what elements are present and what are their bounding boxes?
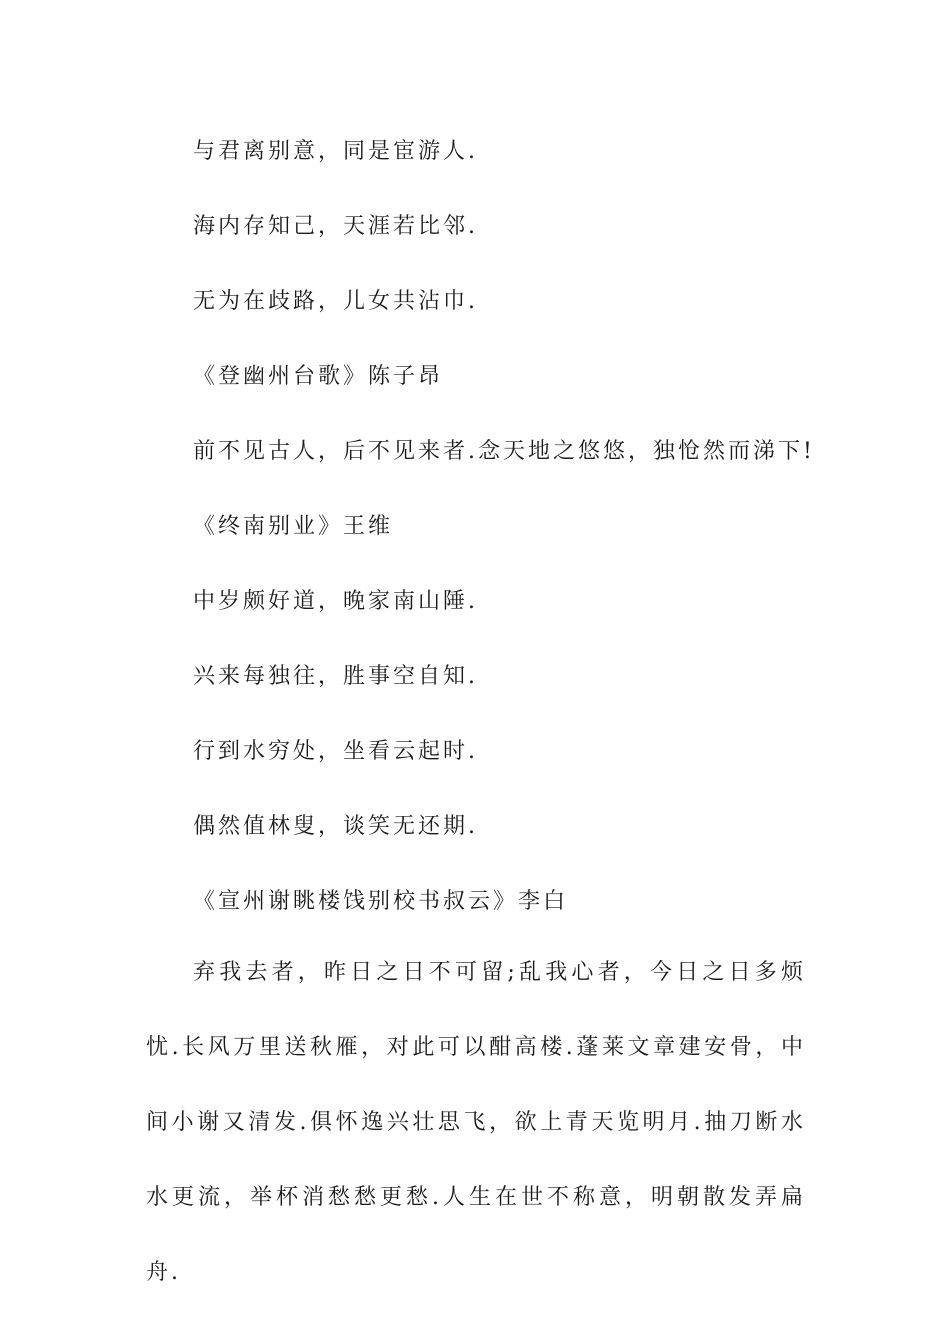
poem-line: 与君离别意，同是宦游人. [193,139,478,164]
poem-title: 《登幽州台歌》陈子昂 [193,364,444,389]
poem-line: 无为在歧路，儿女共沾巾. [193,289,478,314]
poem-line: 前不见古人，后不见来者.念天地之悠悠，独怆然而涕下! [193,439,815,464]
poem-title: 《宣州谢眺楼饯别校书叔云》李白 [193,889,569,914]
poem-title: 《终南别业》王维 [193,514,394,539]
poem-line: 偶然值林叟，谈笑无还期. [193,814,478,839]
poem-line: 中岁颇好道，晚家南山陲. [193,589,478,614]
poem-line: 海内存知己，天涯若比邻. [193,214,478,239]
poem-line: 行到水穷处，坐看云起时. [193,739,478,764]
poem-paragraph: 弃我去者，昨日之日不可留;乱我心者，今日之日多烦忧.长风万里送秋雁，对此可以酣高楼.蓬莱文章建安骨，中间小谢又清发.俱怀逸兴壮思飞，欲上青天览明月.抽刀断水水更流，举杯消愁愁更愁.人生在世不称意，明朝散发弄扁舟. [146,960,806,1285]
poem-line: 兴来每独往，胜事空自知. [193,664,478,689]
